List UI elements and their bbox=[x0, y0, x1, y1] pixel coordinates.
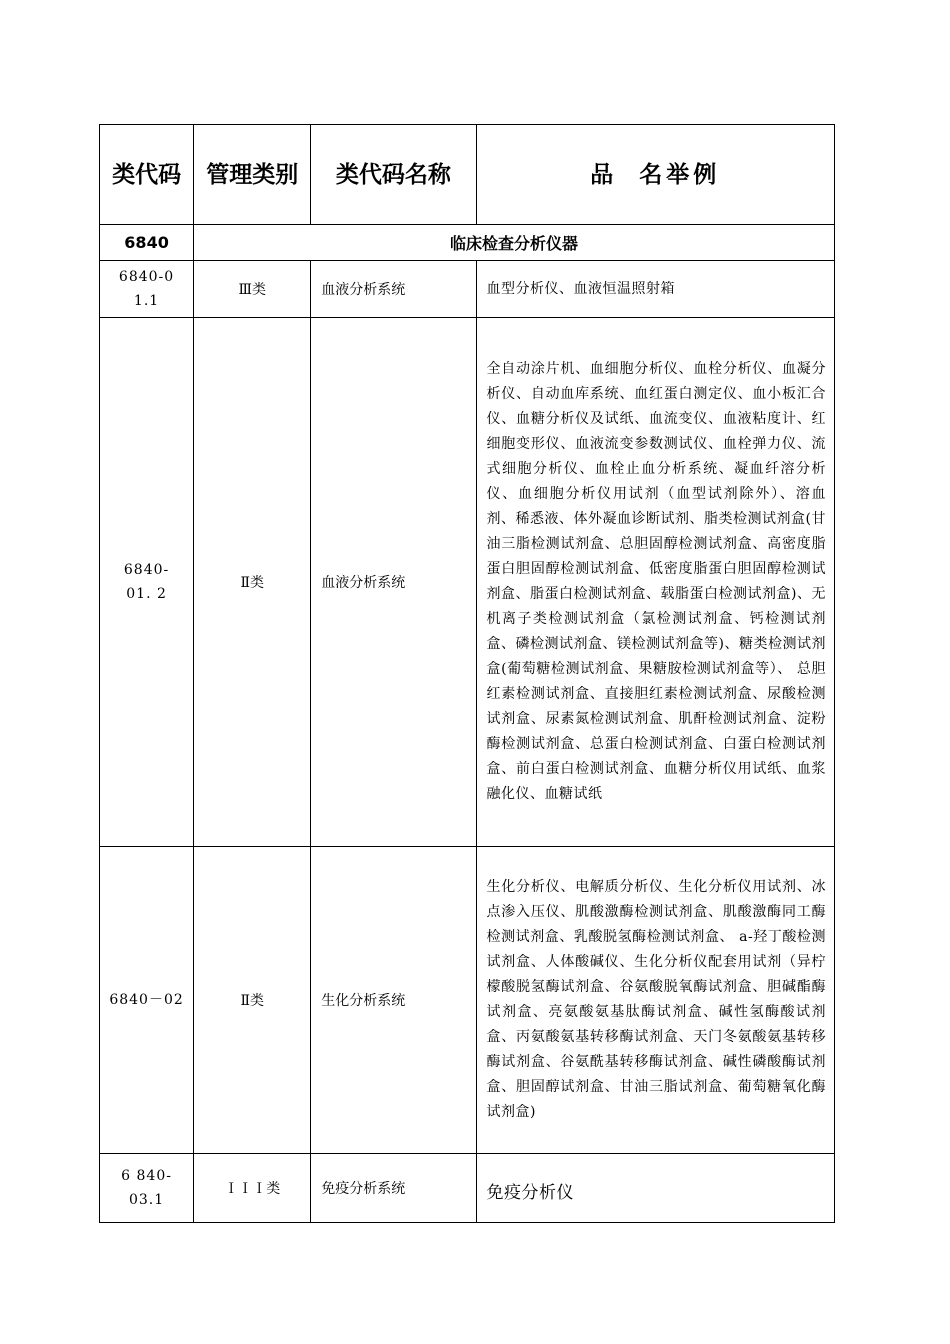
row-examples: 免疫分析仪 bbox=[476, 1154, 835, 1223]
row-name: 免疫分析系统 bbox=[311, 1154, 476, 1223]
header-examples-char: 例 bbox=[693, 161, 721, 188]
header-examples bbox=[476, 125, 835, 225]
header-mgmt-class: 管理类别 bbox=[194, 125, 311, 225]
row-mgmt-class: Ⅱ类 bbox=[194, 318, 311, 847]
row-code-line2: 1.1 bbox=[133, 293, 160, 309]
row-code-line1: 6840- bbox=[123, 562, 170, 578]
row-examples: 生化分析仪、电解质分析仪、生化分析仪用试剂、冰点渗入压仪、肌酸激酶检测试剂盒、肌酸激酶同工酶检测试剂盒、乳酸脱氢酶检测试剂盒、 a-羟丁酸检测试剂盒、人体酸碱仪、生化分析仪配套用试剂（异柠檬酸脱氢酶试剂盒、谷氨酸脱氧酶试剂盒、胆碱酯酶试剂盒、亮氨酸氨基肽酶试剂盒、碱性氢酶酸试剂盒、丙氨酸氨基转移酶试剂盒、天门冬氨酸氨基转移酶试剂盒、谷氨酰基转移酶试剂盒、碱性磷酸酶试剂盒、胆固醇试剂盒、甘油三脂试剂盒、葡萄糖氧化酶试剂盒) bbox=[476, 847, 835, 1154]
table-row bbox=[100, 1154, 835, 1223]
row-code-line1: 6840－02 bbox=[109, 992, 184, 1008]
section-title: 临床检查分析仪器 bbox=[194, 225, 835, 261]
row-code-line1: 6 840- bbox=[121, 1168, 172, 1184]
row-code-line2: 03.1 bbox=[128, 1192, 165, 1208]
row-name: 生化分析系统 bbox=[311, 847, 476, 1154]
row-code bbox=[100, 261, 194, 318]
row-examples: 血型分析仪、血液恒温照射箱 bbox=[476, 261, 835, 318]
row-mgmt-class: Ⅲ类 bbox=[194, 261, 311, 318]
row-code bbox=[100, 1154, 194, 1223]
header-code: 类代码 bbox=[100, 125, 194, 225]
row-code bbox=[100, 318, 194, 847]
table-row bbox=[100, 261, 835, 318]
section-row bbox=[100, 225, 835, 261]
row-mgmt-class: Ⅱ类 bbox=[194, 847, 311, 1154]
table-row bbox=[100, 847, 835, 1154]
header-code-name: 类代码名称 bbox=[311, 125, 476, 225]
row-code-line1: 6840-0 bbox=[118, 269, 175, 285]
row-name: 血液分析系统 bbox=[311, 318, 476, 847]
header-examples-char: 品 bbox=[590, 161, 618, 188]
row-name: 血液分析系统 bbox=[311, 261, 476, 318]
row-code bbox=[100, 847, 194, 1154]
header-examples-char: 名 bbox=[639, 161, 667, 188]
row-examples: 全自动涂片机、血细胞分析仪、血栓分析仪、血凝分析仪、自动血库系统、血红蛋白测定仪、血小板汇合仪、血糖分析仪及试纸、血流变仪、血液粘度计、红细胞变形仪、血液流变参数测试仪、血栓弹力仪、流式细胞分析仪、血栓止血分析系统、凝血纤溶分析仪、血细胞分析仪用试剂（血型试剂除外）、溶血剂、稀悉液、体外凝血诊断试剂、脂类检测试剂盒(甘油三脂检测试剂盒、总胆固醇检测试剂盒、高密度脂蛋白胆固醇检测试剂盒、低密度脂蛋白胆固醇检测试剂盒、脂蛋白检测试剂盒、载脂蛋白检测试剂盒)、无机离子类检测试剂盒（氯检测试剂盒、钙检测试剂盒、磷检测试剂盒、镁检测试剂盒等)、糖类检测试剂盒(葡萄糖检测试剂盒、果糖胺检测试剂盒等）、 总胆红素检测试剂盒、直接胆红素检测试剂盒、尿酸检测试剂盒、尿素氮检测试剂盒、肌酐检测试剂盒、淀粉酶检测试剂盒、总蛋白检测试剂盒、白蛋白检测试剂盒、前白蛋白检测试剂盒、血糖分析仪用试纸、血浆融化仪、血糖试纸 bbox=[476, 318, 835, 847]
row-mgmt-class: ＩＩＩ类 bbox=[194, 1154, 311, 1223]
device-classification-table bbox=[99, 124, 835, 1223]
header-row bbox=[100, 125, 835, 225]
header-examples-char: 举 bbox=[666, 161, 694, 188]
table-row bbox=[100, 318, 835, 847]
row-code-line2: 01. 2 bbox=[126, 586, 167, 602]
section-code: 6840 bbox=[100, 225, 194, 261]
